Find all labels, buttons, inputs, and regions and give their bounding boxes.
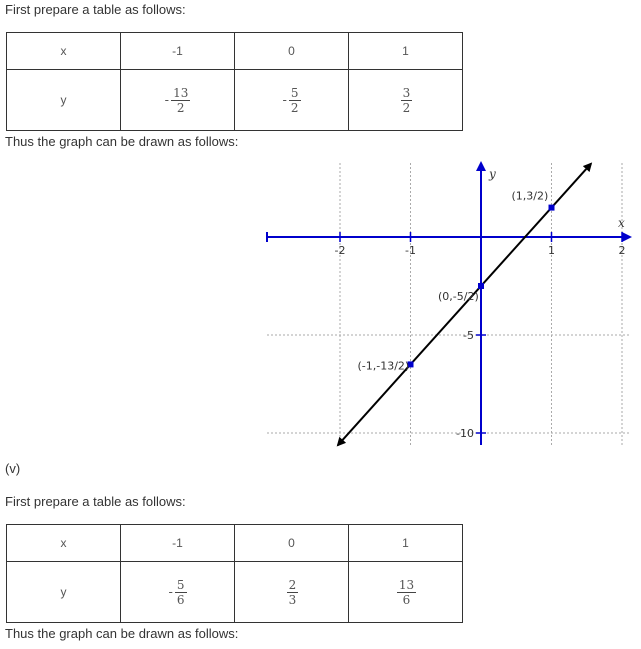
x-tick-label: -2 <box>334 244 346 257</box>
point-label: (-1,-13/2) <box>357 359 410 373</box>
denominator: 6 <box>402 592 411 607</box>
y-value-cell <box>235 562 349 623</box>
x-value-cell: 1 <box>349 525 463 562</box>
numerator: 5 <box>290 85 299 100</box>
y-row <box>7 562 463 623</box>
fraction: - $\frac{5}{2}$ <box>282 85 299 115</box>
y-value-cell <box>121 562 235 623</box>
x-header-cell: x <box>7 33 121 70</box>
numerator: 13 <box>173 85 189 100</box>
x-tick-label: 1 <box>548 244 555 257</box>
x-row <box>7 33 463 70</box>
x-axis-label: x <box>618 216 625 230</box>
graph-intro-text: Thus the graph can be drawn as follows: <box>5 134 239 149</box>
y-value-cell <box>121 70 235 131</box>
denominator: 6 <box>176 592 185 607</box>
denominator: 2 <box>290 100 299 115</box>
part-label: (v) <box>5 461 21 476</box>
fraction <box>285 578 299 607</box>
y-tick-label: -5 <box>463 329 474 342</box>
x-value-cell: -1 <box>121 33 235 70</box>
y-header-cell: y <box>7 562 121 623</box>
values-table-2 <box>6 524 463 623</box>
y-axis-label: y <box>489 167 496 181</box>
fraction: - $\frac{5}{6}$ <box>168 577 185 607</box>
values-table-1 <box>6 32 463 131</box>
axis-ticks <box>267 232 626 440</box>
y-header-cell: y <box>7 70 121 131</box>
y-tick-label: -10 <box>456 427 474 440</box>
denominator: 3 <box>288 592 297 607</box>
x-value-cell: 0 <box>235 33 349 70</box>
numerator: 3 <box>402 85 411 100</box>
plotted-points <box>358 190 555 373</box>
x-header-cell: x <box>7 525 121 562</box>
fraction <box>395 578 416 607</box>
y-value-cell <box>349 562 463 623</box>
x-value-cell: -1 <box>121 525 235 562</box>
grid-lines <box>267 163 630 445</box>
table-intro-text: First prepare a table as follows: <box>5 2 186 17</box>
y-row <box>7 70 463 131</box>
x-tick-label: 2 <box>618 244 626 257</box>
numerator: 5 <box>176 577 185 592</box>
denominator: 2 <box>402 100 411 115</box>
y-value-cell <box>349 70 463 131</box>
line-graph <box>0 155 641 455</box>
x-tick-label: -1 <box>405 244 416 257</box>
x-value-cell: 1 <box>349 33 463 70</box>
data-point <box>478 283 484 289</box>
graph-intro-text: Thus the graph can be drawn as follows: <box>5 626 239 641</box>
denominator: 2 <box>176 100 185 115</box>
numerator: 2 <box>288 577 297 592</box>
fraction <box>399 86 413 115</box>
point-label: (1,3/2) <box>511 189 549 203</box>
x-value-cell: 0 <box>235 525 349 562</box>
table-intro-text: First prepare a table as follows: <box>5 494 186 509</box>
y-value-cell <box>235 70 349 131</box>
numerator: 13 <box>398 577 415 592</box>
fraction: - $\frac{13}{2}$ <box>164 85 189 115</box>
x-row <box>7 525 463 562</box>
point-label: (0,-5/2) <box>438 290 479 303</box>
data-point <box>549 205 555 211</box>
